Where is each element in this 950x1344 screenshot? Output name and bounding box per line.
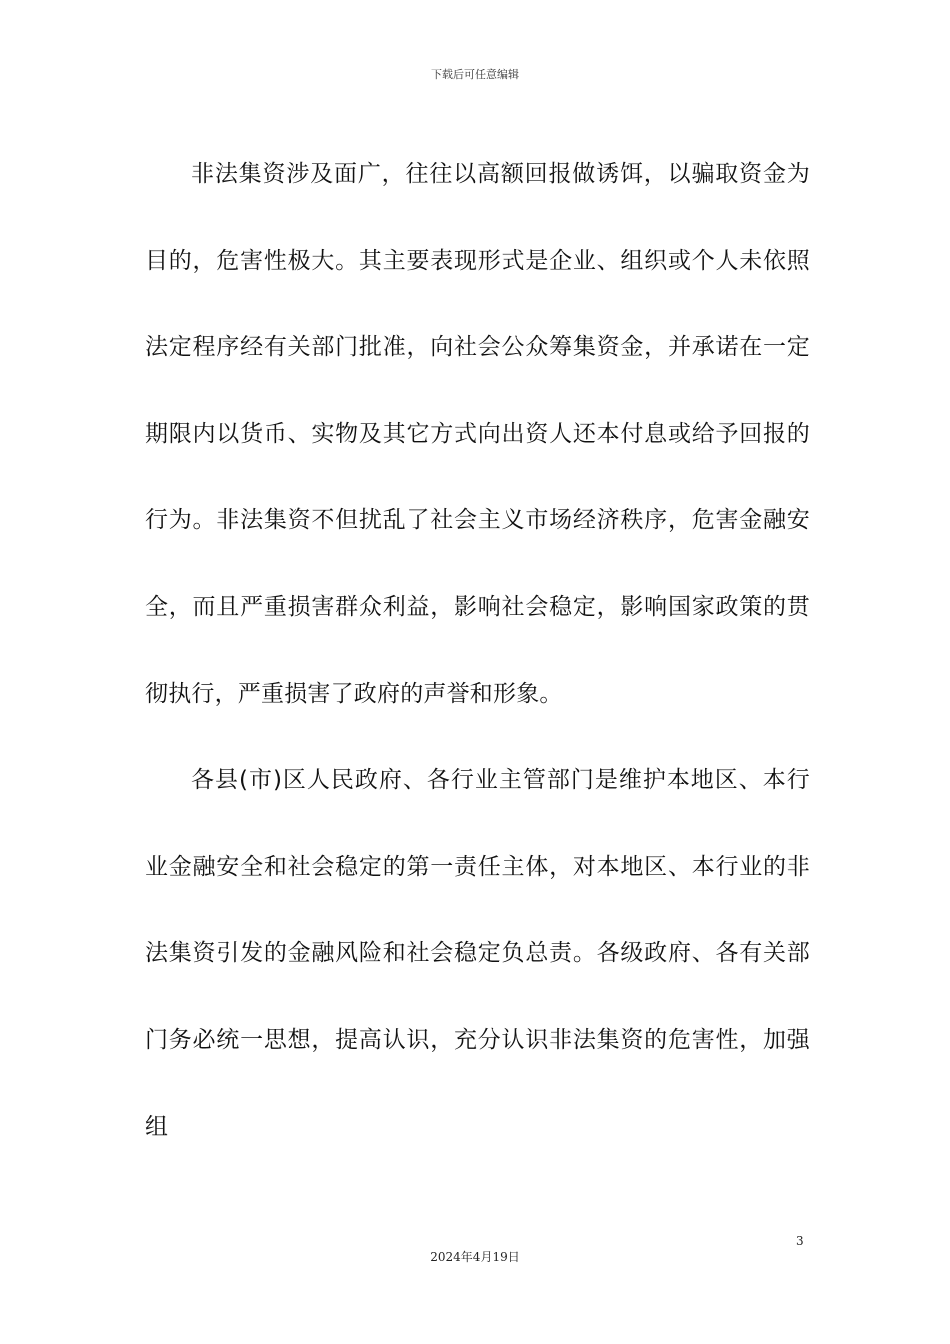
page-header: 下载后可任意编辑	[431, 68, 519, 81]
document-body	[145, 131, 810, 1170]
page-number: 3	[796, 1234, 804, 1248]
footer-date: 2024年4月19日	[430, 1250, 520, 1264]
paragraph-2: 各县(市)区人民政府、各行业主管部门是维护本地区、本行业金融安全和社会稳定的第一责任主体，对本地区、本行业的非法集资引发的金融风险和社会稳定负总责。各级政府、各有关部门务必统一思想，提高认识，充分认识非法集资的危害性，加强组	[145, 767, 810, 1140]
paragraph-1: 非法集资涉及面广，往往以高额回报做诱饵，以骗取资金为目的，危害性极大。其主要表现形式是企业、组织或个人未依照法定程序经有关部门批准，向社会公众筹集资金，并承诺在一定期限内以货币、实物及其它方式向出资人还本付息或给予回报的行为。非法集资不但扰乱了社会主义市场经济秩序，危害金融安全，而且严重损害群众利益，影响社会稳定，影响国家政策的贯彻执行，严重损害了政府的声誉和形象。	[145, 161, 810, 707]
